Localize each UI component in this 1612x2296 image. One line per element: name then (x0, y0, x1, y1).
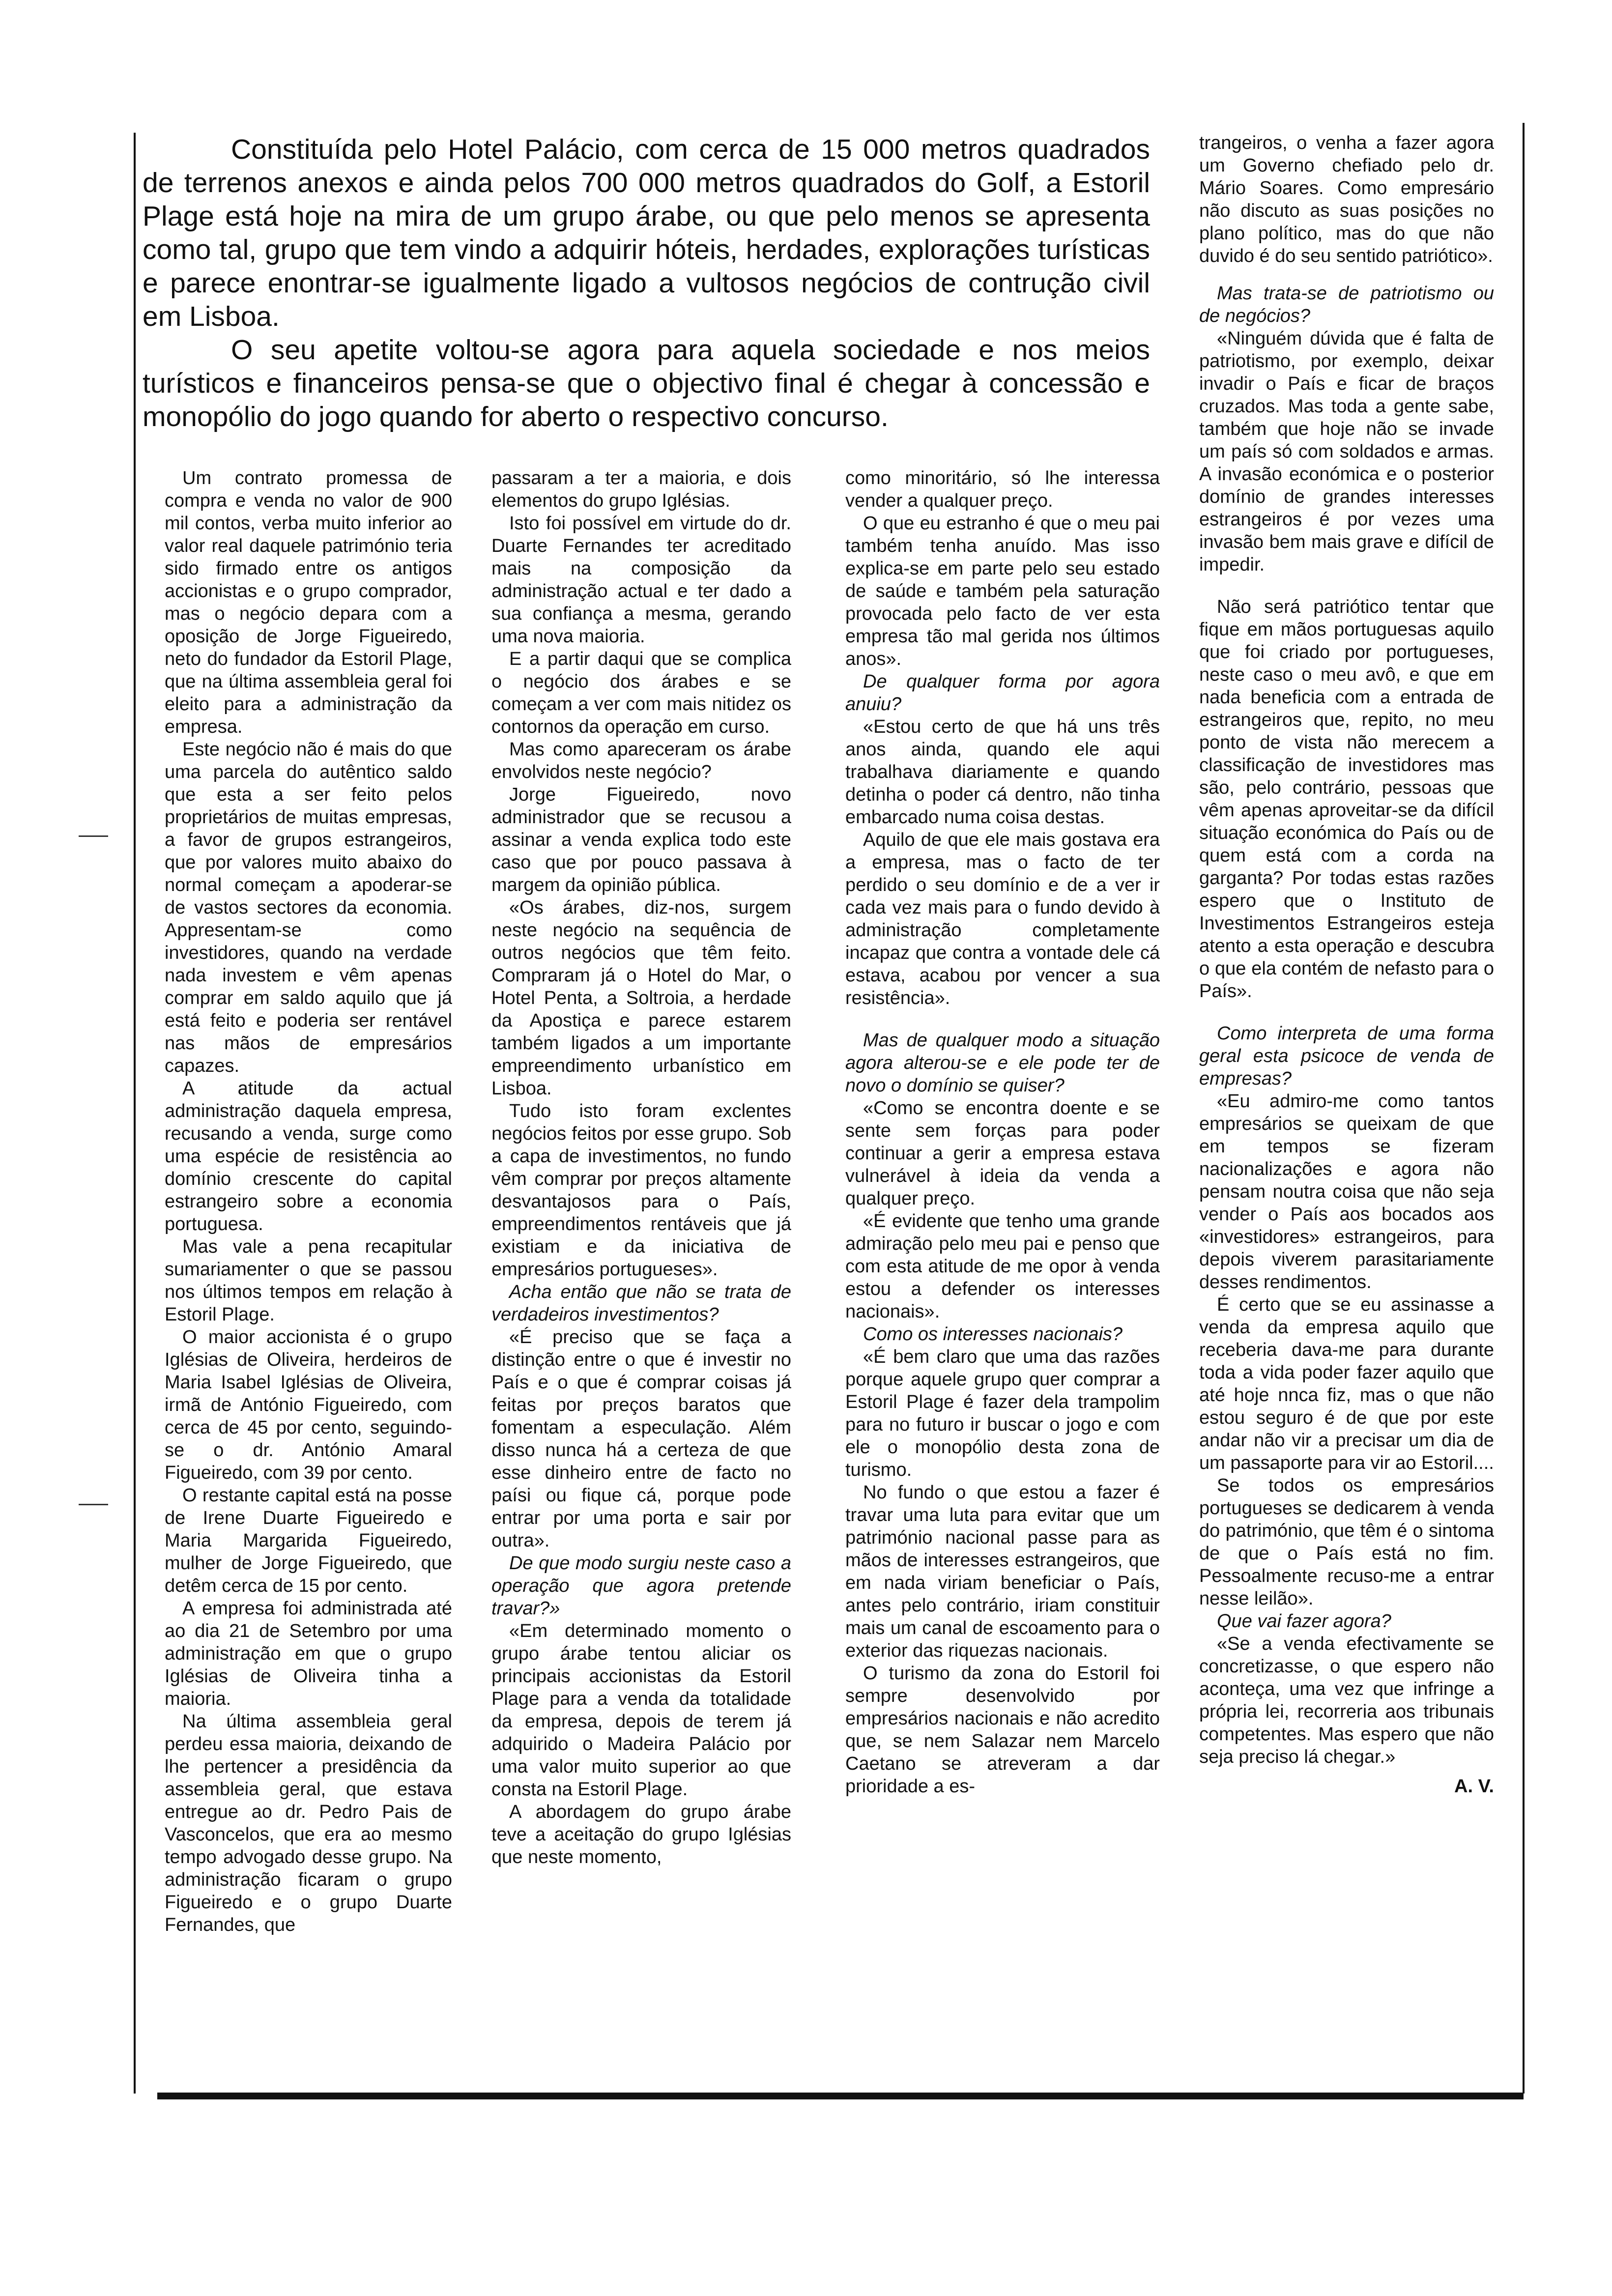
paragraph: «É evidente que tenho uma grande admiração pelo meu pai e penso que com esta atitude de me opor à venda estou a defender os interesses nacionais». (845, 1211, 1160, 1322)
paragraph: No fundo o que estou a fazer é travar uma luta para evitar que um património nacional passe para as mãos de interesses estrangeiros, que em nada viriam beneficiar o País, antes pelo contrário, iriam constituir mais um canal de escoamento para o exterior das riquezas nacionais. (845, 1482, 1160, 1661)
paragraph: Tudo isto foram exclentes negócios feitos por esse grupo. Sob a capa de investimentos, no fundo vêm comprar por preços altamente desvantajosos para o País, empreendimentos rentáveis que já existiam e da iniciativa de empresários portugueses». (491, 1101, 791, 1280)
paragraph: A abordagem do grupo árabe teve a aceitação do grupo Iglésias que neste momento, (491, 1802, 791, 1867)
paragraph: É certo que se eu assinasse a venda da empresa aquilo que receberia dava-me para durante toda a vida poder fazer aquilo que até hoje nnca fiz, mas o que não estou seguro é de que por este andar não vir a precisar um dia de um passaporte para vir ao Estoril.... (1199, 1294, 1494, 1473)
bottom-rule (157, 2093, 1524, 2099)
article-lead (143, 133, 1150, 433)
interview-question: Mas trata-se de patriotismo ou de negócios? (1199, 283, 1494, 326)
paragraph: «É bem claro que uma das razões porque aquele grupo quer comprar a Estoril Plage é fazer dela trampolim para no futuro ir buscar o jogo e com ele o monopólio desta zona de turismo. (845, 1347, 1160, 1480)
paragraph: Na última assembleia geral perdeu essa maioria, deixando de lhe pertencer a presidência da assembleia geral, que estava entregue ao dr. Pedro Pais de Vasconcelos, que era ao mesmo tempo advogado desse grupo. Na administração ficaram o grupo Figueiredo e o grupo Duarte Fernandes, que (165, 1711, 452, 1935)
article-column-4 (1199, 132, 1494, 1798)
article-column-2 (491, 467, 791, 1868)
interview-question: Como os interesses nacionais? (863, 1324, 1123, 1345)
lead-paragraph: O seu apetite voltou-se agora para aquela sociedade e nos meios turísticos e financeiros pensa-se que o objectivo final é chegar à concessão e monopólio do jogo quando for aberto o respectivo concurso. (143, 334, 1150, 432)
paragraph: Mas vale a pena recapitular sumariamenter o que se passou nos últimos tempos em relação à Estoril Plage. (165, 1236, 452, 1325)
interview-question: Que vai fazer agora? (1217, 1611, 1391, 1632)
binding-mark (79, 1504, 108, 1505)
left-margin-rule (134, 133, 136, 2094)
paragraph: trangeiros, o venha a fazer agora um Governo chefiado pelo dr. Mário Soares. Como empresário não discuto as suas posições no plano político, mas do que não duvido é do seu sentido patriótico». (1199, 133, 1494, 266)
right-margin-rule (1523, 123, 1525, 2094)
interview-question: Mas de qualquer modo a situação agora alterou-se e ele pode ter de novo o domínio se quiser? (845, 1030, 1160, 1096)
author-signature: A. V. (1454, 1776, 1494, 1797)
paragraph: «Em determinado momento o grupo árabe tentou aliciar os principais accionistas da Estoril Plage para a venda da totalidade da empresa, depois de terem já adquirido o Madeira Palácio por uma valor muito superior ao que consta na Estoril Plage. (491, 1621, 791, 1800)
paragraph: «Se a venda efectivamente se concretizasse, o que espero não aconteça, uma vez que infringe a própria lei, recorreria aos tribunais competentes. Mas espero que não seja preciso lá chegar.» (1199, 1634, 1494, 1767)
binding-mark (79, 835, 108, 837)
article-column-3 (845, 467, 1160, 1798)
paragraph: A empresa foi administrada até ao dia 21 de Setembro por uma administração em que o grupo Iglésias de Oliveira tinha a maioria. (165, 1598, 452, 1709)
paragraph: «Os árabes, diz-nos, surgem neste negócio na sequência de outros negócios que têm feito. Compraram já o Hotel do Mar, o Hotel Penta, a Soltroia, a herdade da Apostiça e parece estarem também ligados a um importante empreendimento urbanístico em Lisboa. (491, 897, 791, 1099)
paragraph: A atitude da actual administração daquela empresa, recusando a venda, surge como uma espécie de resistência ao domínio crescente do capital estrangeiro sobre a economia portuguesa. (165, 1078, 452, 1234)
paragraph: Mas como apareceram os árabe envolvidos neste negócio? (491, 739, 791, 782)
paragraph: «Estou certo de que há uns três anos ainda, quando ele aqui trabalhava diariamente e quando detinha o poder cá dentro, não tinha embarcado numa coisa destas. (845, 717, 1160, 828)
paragraph: «Eu admiro-me como tantos empresários se queixam de que em tempos se fizeram nacionalizações e agora não pensam noutra coisa que não seja vender o País aos bocados aos «investidores» estrangeiros, para depois viverem parasitariamente desses rendimentos. (1199, 1091, 1494, 1292)
interview-question: De qualquer forma por agora anuiu? (845, 671, 1160, 715)
paragraph: «Ninguém dúvida que é falta de patriotismo, por exemplo, deixar invadir o País e ficar de braços cruzados. Mas toda a gente sabe, também que hoje não se invade um país só com soldados e armas. A invasão económica e o posterior domínio de grandes interesses estrangeiros é por vezes uma invasão bem mais grave e difícil de impedir. (1199, 328, 1494, 575)
paragraph: passaram a ter a maioria, e dois elementos do grupo Iglésias. (491, 468, 791, 511)
paragraph: O que eu estranho é que o meu pai também tenha anuído. Mas isso explica-se em parte pelo seu estado de saúde e também pela saturação provocada pelo facto de ver esta empresa tão mal gerida nos últimos anos». (845, 513, 1160, 669)
article-column-1 (165, 467, 452, 1936)
paragraph: como minoritário, só lhe interessa vender a qualquer preço. (845, 468, 1160, 511)
lead-paragraph: Constituída pelo Hotel Palácio, com cerca de 15 000 metros quadrados de terrenos anexos e ainda pelos 700 000 metros quadrados do Golf, a Estoril Plage está hoje na mira de um grupo árabe, ou que pelo menos se apresenta como tal, grupo que tem vindo a adquirir hóteis, herdades, explorações turísticas e parece enontrar-se igualmente ligado a vultosos negócios de contrução civil em Lisboa. (143, 134, 1150, 332)
paragraph: O turismo da zona do Estoril foi sempre desenvolvido por empresários nacionais e não acredito que, se nem Salazar nem Marcelo Caetano se atreveram a dar prioridade a es- (845, 1663, 1160, 1797)
paragraph: Este negócio não é mais do que uma parcela do autêntico saldo que esta a ser feito pelos proprietários de muitas empresas, a favor de grupos estrangeiros, que por valores muito abaixo do normal começam a apoderar-se de vastos sectores da economia. Appresentam-se como investidores, quando na verdade nada investem e vêm apenas comprar em saldo aquilo que já está feito e poderia ser rentável nas mãos de empresários capazes. (165, 739, 452, 1076)
paragraph: «Como se encontra doente e se sente sem forças para poder continuar a gerir a empresa estava vulnerável à ideia da venda a qualquer preço. (845, 1098, 1160, 1209)
paragraph: O maior accionista é o grupo Iglésias de Oliveira, herdeiros de Maria Isabel Iglésias de Oliveira, irmã de António Figueiredo, com cerca de 45 por cento, seguindo-se o dr. António Amaral Figueiredo, com 39 por cento. (165, 1327, 452, 1483)
paragraph: Se todos os empresários portugueses se dedicarem à venda do património, que têm é o sintoma de que o País está no fim. Pessoalmente recuso-me a entrar nesse leilão». (1199, 1475, 1494, 1609)
paragraph: O restante capital está na posse de Irene Duarte Figueiredo e Maria Margarida Figueiredo, mulher de Jorge Figueiredo, que detêm cerca de 15 por cento. (165, 1485, 452, 1596)
interview-question: Acha então que não se trata de verdadeiros investimentos? (491, 1282, 791, 1325)
paragraph: Aquilo de que ele mais gostava era a empresa, mas o facto de ter perdido o seu domínio e de a ver ir cada vez mais para o fundo devido à administração completamente incapaz que contra a vontade dele cá estava, acabou por vencer a sua resistência». (845, 830, 1160, 1008)
paragraph: Não será patriótico tentar que fique em mãos portuguesas aquilo que foi criado por portugueses, neste caso o meu avô, e que em nada beneficia com a entrada de estrangeiros que, repito, no meu ponto de vista não merecem a classificação de investidores mas são, pelo contrário, pessoas que vêm apenas aproveitar-se da difícil situação económica do País ou de quem está com a corda na garganta? Por todas estas razões espero que o Instituto de Investimentos Estrangeiros esteja atento a esta operação e descubra o que ela contém de nefasto para o País». (1199, 597, 1494, 1002)
interview-question: De que modo surgiu neste caso a operação que agora pretende travar?» (491, 1553, 791, 1619)
paragraph: E a partir daqui que se complica o negócio dos árabes e se começam a ver com mais nitidez os contornos da operação em curso. (491, 649, 791, 737)
paragraph: Um contrato promessa de compra e venda no valor de 900 mil contos, verba muito inferior ao valor real daquele património teria sido firmado entre os antigos accionistas e o grupo comprador, mas o negócio depara com a oposição de Jorge Figueiredo, neto do fundador da Estoril Plage, que na última assembleia geral foi eleito para a administração da empresa. (165, 468, 452, 737)
paragraph: Jorge Figueiredo, novo administrador que se recusou a assinar a venda explica todo este caso que por pouco passava à margem da opinião pública. (491, 784, 791, 895)
paragraph: Isto foi possível em virtude do dr. Duarte Fernandes ter acreditado mais na composição da administração actual e ter dado a sua confiança a mesma, gerando uma nova maioria. (491, 513, 791, 647)
interview-question: Como interpreta de uma forma geral esta psicoce de venda de empresas? (1199, 1023, 1494, 1089)
paragraph: «É preciso que se faça a distinção entre o que é investir no País e o que é comprar coisas já feitas por preços baratos que fomentam a especulação. Além disso nunca há a certeza de que esse dinheiro entre de facto no paísi ou fique cá, porque pode entrar por uma porta e sair por outra». (491, 1327, 791, 1551)
